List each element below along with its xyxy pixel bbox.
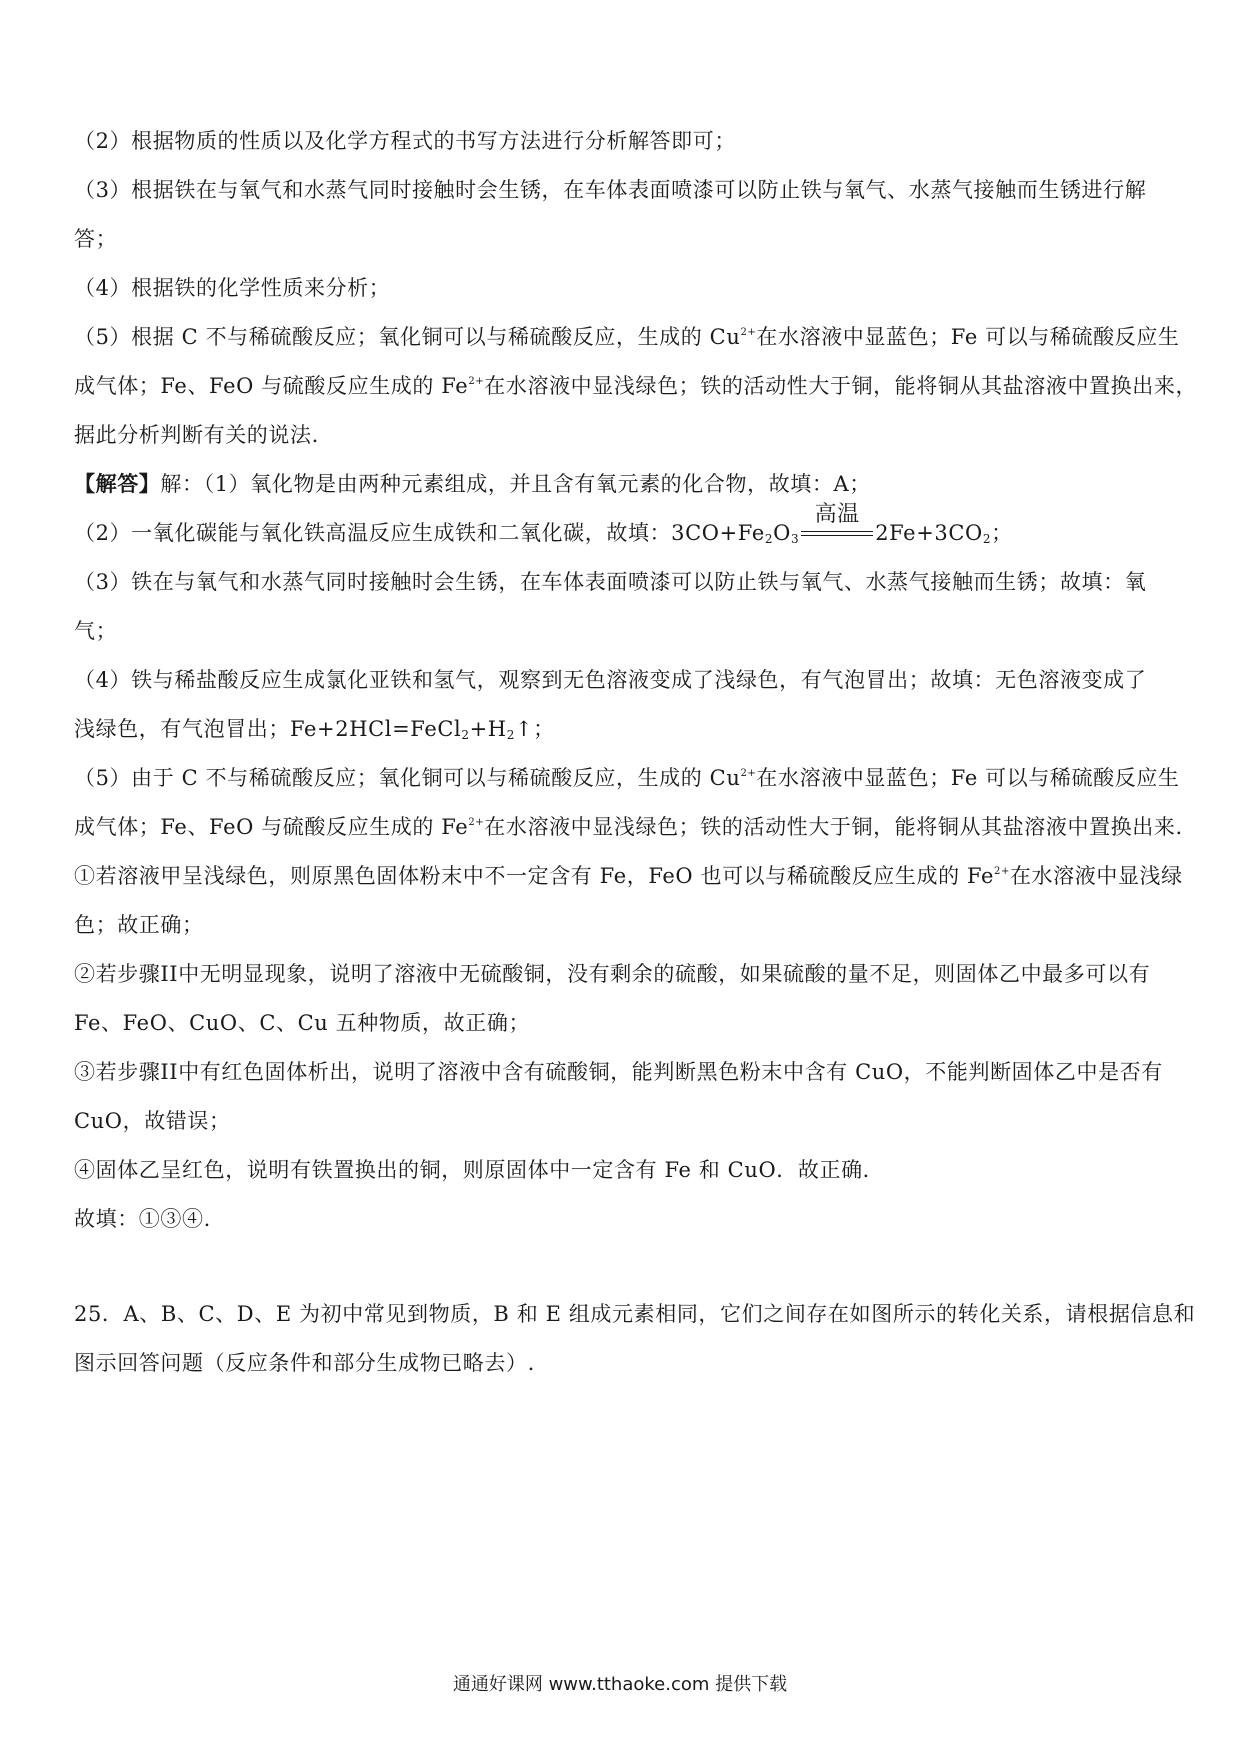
analysis-item-3 (74, 175, 1166, 205)
text: ④固体乙呈红色，说明有铁置换出的铜，则原固体中一定含有 Fe 和 CuO．故正确． (74, 1158, 885, 1182)
analysis-item-3-cont (74, 224, 1166, 254)
text: （4）根据铁的化学性质来分析； (74, 276, 391, 300)
text: 在水溶液中显浅绿色；铁的活动性大于铜，能将铜从其盐溶液中置换出来， (484, 374, 1198, 398)
equals-bar (801, 535, 873, 536)
superscript: 2+ (740, 768, 757, 779)
analysis-item-5-end (74, 420, 1166, 450)
text: 2Fe+3CO (875, 521, 983, 545)
answer-item-2 (74, 502, 1166, 548)
text: 成气体；Fe、FeO 与硫酸反应生成的 Fe (74, 815, 469, 839)
page-footer: 通通好课网 www.tthaoke.com 提供下载 (452, 1674, 788, 1695)
text: Fe、FeO、CuO、C、Cu 五种物质，故正确； (74, 1011, 531, 1035)
answer-label: 【解答】 (74, 471, 161, 496)
text: （4）铁与稀盐酸反应生成氯化亚铁和氢气，观察到无色溶液变成了浅绿色，有气泡冒出；故填：无色溶液变成了 (74, 668, 1147, 692)
text: 在水溶液中显浅绿 (1009, 864, 1183, 888)
answer-item-5-cont (74, 812, 1183, 842)
text: 成气体；Fe、FeO 与硫酸反应生成的 Fe (74, 374, 469, 398)
subscript: 2 (764, 532, 774, 546)
text: 色；故正确； (74, 913, 204, 937)
text: 在水溶液中显蓝色；Fe 可以与稀硫酸反应生 (756, 325, 1180, 349)
text: 浅绿色，有气泡冒出；Fe+2HCl=FeCl (74, 717, 462, 741)
text: 据此分析判断有关的说法. (74, 423, 319, 447)
reaction-condition (801, 502, 873, 548)
text: 故填：①③④. (74, 1207, 211, 1231)
answer-item-4-cont (74, 714, 1166, 744)
text: ； (991, 521, 1013, 545)
answer-item-3 (74, 567, 1166, 597)
text: +H (469, 717, 507, 741)
answer-option-1-cont (74, 910, 1166, 940)
document-body (74, 126, 1198, 1397)
answer-item-4 (74, 665, 1166, 695)
answer-item-3-cont (74, 616, 1166, 646)
question-25-cont (74, 1348, 1166, 1378)
answer-fill (74, 1204, 1166, 1234)
text: 解：（1）氧化物是由两种元素组成，并且含有氧元素的化合物，故填：A； (160, 472, 871, 496)
subscript: 3 (790, 532, 800, 546)
text: （2）一氧化碳能与氧化铁高温反应生成铁和二氧化碳，故填：3CO+Fe (74, 521, 765, 545)
text: ③若步骤II中有红色固体析出，说明了溶液中含有硫酸铜，能判断黑色粉末中含有 CuO，不能判断固体乙中是否有 (74, 1060, 1163, 1084)
text: 气； (74, 619, 118, 643)
text: （5）根据 C 不与稀硫酸反应；氧化铜可以与稀硫酸反应，生成的 Cu (74, 325, 741, 349)
answer-item-5 (74, 763, 1180, 793)
answer-option-3 (74, 1057, 1166, 1087)
answer-option-2-cont (74, 1008, 1166, 1038)
analysis-item-2 (74, 126, 1166, 156)
text: ↑； (514, 717, 555, 741)
superscript: 2+ (468, 817, 485, 828)
text: 25．A、B、C、D、E 为初中常见到物质，B 和 E 组成元素相同，它们之间存在如图所示的转化关系，请根据信息和 (74, 1302, 1196, 1326)
subscript: 2 (506, 728, 515, 742)
analysis-item-5 (74, 322, 1180, 352)
text: （2）根据物质的性质以及化学方程式的书写方法进行分析解答即可； (74, 129, 736, 153)
condition-label: 高温 (814, 502, 860, 527)
text: 答； (74, 227, 118, 251)
analysis-item-5-cont (74, 371, 1198, 401)
text: 在水溶液中显蓝色；Fe 可以与稀硫酸反应生 (756, 766, 1180, 790)
text: CuO，故错误； (74, 1109, 231, 1133)
text: （3）铁在与氧气和水蒸气同时接触时会生锈，在车体表面喷漆可以防止铁与氧气、水蒸气接触而生锈；故填：氧 (74, 570, 1147, 594)
analysis-item-4 (74, 273, 1166, 303)
text: 在水溶液中显浅绿色；铁的活动性大于铜，能将铜从其盐溶液中置换出来. (484, 815, 1183, 839)
subscript: 2 (461, 728, 470, 742)
answer-option-3-cont (74, 1106, 1166, 1136)
text: ①若溶液甲呈浅绿色，则原黑色固体粉末中不一定含有 Fe，FeO 也可以与稀硫酸反应生成的 Fe (74, 864, 994, 888)
answer-item-1 (74, 469, 1166, 499)
text: 图示回答问题（反应条件和部分生成物已略去）. (74, 1351, 535, 1375)
superscript: 2+ (740, 327, 757, 338)
text: ②若步骤II中无明显现象，说明了溶液中无硫酸铜，没有剩余的硫酸，如果硫酸的量不足，则固体乙中最多可以有 (74, 962, 1151, 986)
subscript: 2 (982, 532, 992, 546)
text: （5）由于 C 不与稀硫酸反应；氧化铜可以与稀硫酸反应，生成的 Cu (74, 766, 741, 790)
superscript: 2+ (468, 376, 485, 387)
answer-option-1 (74, 861, 1183, 891)
spacer (74, 1253, 1166, 1299)
answer-option-4 (74, 1155, 1166, 1185)
equals-bar (801, 531, 873, 532)
text: （3）根据铁在与氧气和水蒸气同时接触时会生锈，在车体表面喷漆可以防止铁与氧气、水蒸气接触而生锈进行解 (74, 178, 1147, 202)
text: O (773, 521, 791, 545)
question-25 (74, 1299, 1196, 1329)
superscript: 2+ (994, 866, 1010, 877)
answer-option-2 (74, 959, 1166, 989)
